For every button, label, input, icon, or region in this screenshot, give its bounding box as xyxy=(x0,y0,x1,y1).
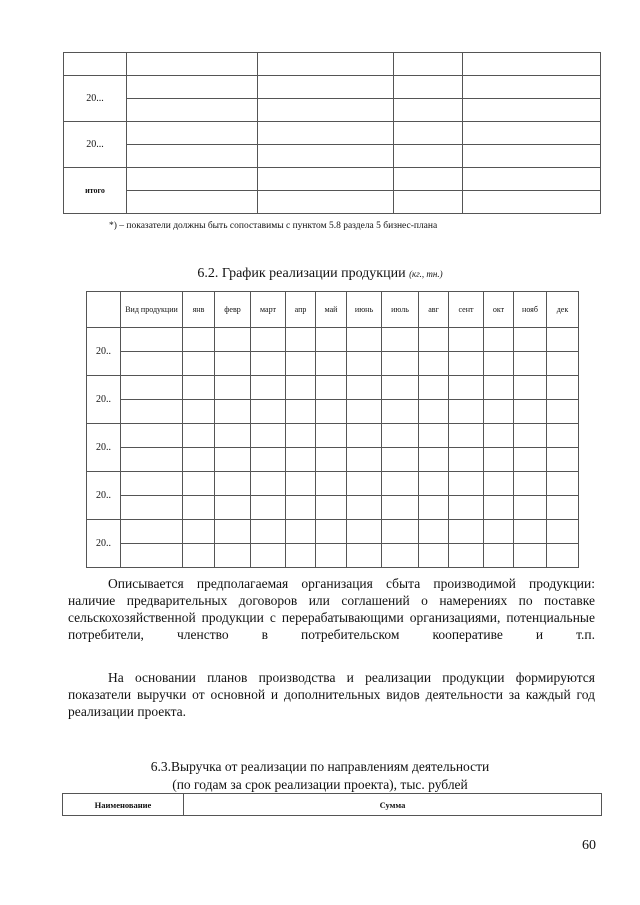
table-cell xyxy=(449,544,484,568)
header-month: янв xyxy=(183,292,215,328)
table-cell xyxy=(484,520,514,544)
table-cell xyxy=(286,352,316,376)
table-cell xyxy=(514,328,547,352)
table-row xyxy=(87,544,579,568)
paragraph-revenue xyxy=(68,669,595,720)
section-6-3-title-line2: (по годам за срок реализации проекта), тыс. рублей xyxy=(172,777,468,792)
table-cell xyxy=(449,496,484,520)
table-cell xyxy=(183,352,215,376)
table-cell xyxy=(514,352,547,376)
table-cell xyxy=(251,352,286,376)
table-cell xyxy=(419,544,449,568)
table-cell xyxy=(382,400,419,424)
table-header-row xyxy=(63,794,602,816)
table-cell xyxy=(484,424,514,448)
table-cell xyxy=(484,400,514,424)
table-cell xyxy=(449,448,484,472)
table-cell xyxy=(449,352,484,376)
table-cell xyxy=(316,328,347,352)
total-label: итого xyxy=(64,168,127,214)
table-cell xyxy=(286,328,316,352)
table-cell xyxy=(286,448,316,472)
header-month: июнь xyxy=(347,292,382,328)
header-product: Вид продукции xyxy=(121,292,183,328)
table-cell xyxy=(419,472,449,496)
table-cell xyxy=(251,472,286,496)
table-row xyxy=(87,328,579,352)
table-cell xyxy=(547,328,579,352)
table-cell xyxy=(215,376,251,400)
table-cell xyxy=(547,400,579,424)
table-cell xyxy=(286,472,316,496)
section-6-2-title-text: 6.2. График реализации продукции xyxy=(197,266,406,281)
year-label: 20... xyxy=(64,76,127,122)
table-row xyxy=(87,376,579,400)
header-month: нояб xyxy=(514,292,547,328)
table-cell xyxy=(347,520,382,544)
table-cell xyxy=(382,328,419,352)
table-cell xyxy=(449,328,484,352)
table-cell xyxy=(514,400,547,424)
table-cell xyxy=(419,448,449,472)
table-row xyxy=(87,448,579,472)
section-6-3-title xyxy=(0,758,640,794)
table-cell xyxy=(514,544,547,568)
table-cell xyxy=(121,496,183,520)
paragraph-sales-organization xyxy=(68,575,595,643)
header-sum: Сумма xyxy=(184,794,602,816)
table-cell xyxy=(347,352,382,376)
table-cell xyxy=(547,496,579,520)
table-cell xyxy=(183,376,215,400)
table-cell xyxy=(316,448,347,472)
table-cell xyxy=(382,448,419,472)
table-cell xyxy=(316,496,347,520)
table-cell xyxy=(484,472,514,496)
section-6-3-title-line1: 6.3.Выручка от реализации по направлениям деятельности xyxy=(150,759,490,774)
table-cell xyxy=(215,472,251,496)
table-cell xyxy=(419,400,449,424)
table-cell xyxy=(251,496,286,520)
table-cell xyxy=(449,520,484,544)
table-cell xyxy=(347,496,382,520)
table-cell xyxy=(215,520,251,544)
table-cell xyxy=(347,448,382,472)
header-month: окт xyxy=(484,292,514,328)
table-row xyxy=(64,191,601,214)
table-cell xyxy=(121,520,183,544)
table-cell xyxy=(286,544,316,568)
table-cell xyxy=(121,376,183,400)
table-cell xyxy=(484,352,514,376)
table-cell xyxy=(419,376,449,400)
table-cell xyxy=(251,376,286,400)
table-cell xyxy=(484,544,514,568)
table-cell xyxy=(347,376,382,400)
table-cell xyxy=(316,352,347,376)
table-cell xyxy=(419,352,449,376)
table-cell xyxy=(484,328,514,352)
table-cell xyxy=(547,472,579,496)
header-month: март xyxy=(251,292,286,328)
table-row xyxy=(87,424,579,448)
table-cell xyxy=(484,496,514,520)
table-cell xyxy=(121,424,183,448)
footnote: *) – показатели должны быть сопоставимы с пунктом 5.8 раздела 5 бизнес-плана xyxy=(109,221,438,231)
table-row xyxy=(64,76,601,99)
table-cell xyxy=(449,376,484,400)
table-cell xyxy=(316,520,347,544)
table-cell xyxy=(183,472,215,496)
table-row xyxy=(64,145,601,168)
table-cell xyxy=(419,424,449,448)
table-cell xyxy=(183,400,215,424)
units-label: (кг., тн.) xyxy=(409,269,443,279)
table-cell xyxy=(419,496,449,520)
table-cell xyxy=(316,376,347,400)
table-cell xyxy=(514,448,547,472)
table-cell xyxy=(514,496,547,520)
table-header-row xyxy=(87,292,579,328)
table-cell xyxy=(316,472,347,496)
table-cell xyxy=(347,472,382,496)
table-cell xyxy=(347,544,382,568)
table-cell xyxy=(121,400,183,424)
section-6-2-title xyxy=(0,266,640,282)
table-cell xyxy=(121,328,183,352)
table-row xyxy=(87,352,579,376)
table-cell xyxy=(286,376,316,400)
table-row xyxy=(87,496,579,520)
table-cell xyxy=(547,424,579,448)
year-label: 20.. xyxy=(87,424,121,472)
table-cell xyxy=(347,328,382,352)
year-label: 20.. xyxy=(87,328,121,376)
table-cell xyxy=(121,544,183,568)
table-cell xyxy=(547,520,579,544)
table-cell xyxy=(316,424,347,448)
paragraph-text: Описывается предполагаемая организация сбыта производимой продукции: наличие предварительных договоров или соглашений о намерениях по поставке сельскохозяйственной продукции с перерабатывающими организациями, потенциальные потребители, членство в потребительском кооперативе и т.п. xyxy=(68,576,595,642)
header-month: апр xyxy=(286,292,316,328)
table-cell xyxy=(251,544,286,568)
header-month: дек xyxy=(547,292,579,328)
table-cell xyxy=(382,424,419,448)
table-cell xyxy=(251,424,286,448)
table-row xyxy=(64,122,601,145)
table-cell xyxy=(484,376,514,400)
table-cell xyxy=(547,352,579,376)
header-month: сент xyxy=(449,292,484,328)
table-cell xyxy=(316,400,347,424)
year-label: 20... xyxy=(64,122,127,168)
table-row xyxy=(64,168,601,191)
table-cell xyxy=(547,376,579,400)
table-cell xyxy=(183,496,215,520)
table-row xyxy=(87,472,579,496)
table-cell xyxy=(514,424,547,448)
year-label: 20.. xyxy=(87,472,121,520)
table-cell xyxy=(251,328,286,352)
table-cell xyxy=(121,448,183,472)
table-cell xyxy=(449,472,484,496)
table-cell xyxy=(514,520,547,544)
table-cell xyxy=(449,400,484,424)
table-cell xyxy=(286,520,316,544)
table-cell xyxy=(183,328,215,352)
table-cell xyxy=(547,448,579,472)
header-month: авг xyxy=(419,292,449,328)
table-cell xyxy=(183,520,215,544)
table-cell xyxy=(419,328,449,352)
page-number: 60 xyxy=(582,838,596,853)
table-cell xyxy=(547,544,579,568)
header-name: Наименование xyxy=(63,794,184,816)
table-cell xyxy=(382,496,419,520)
year-label: 20.. xyxy=(87,376,121,424)
header-month: май xyxy=(316,292,347,328)
paragraph-text: На основании планов производства и реализации продукции формируются показатели выручки от основной и дополнительных видов деятельности за каждый год реализации проекта. xyxy=(68,670,595,719)
table-cell xyxy=(215,328,251,352)
table-cell xyxy=(484,448,514,472)
table-cell xyxy=(382,520,419,544)
table-cell xyxy=(347,400,382,424)
table-cell xyxy=(514,376,547,400)
table-cell xyxy=(215,448,251,472)
table-cell xyxy=(514,472,547,496)
table-cell xyxy=(121,352,183,376)
header-month: июль xyxy=(382,292,419,328)
table-cell xyxy=(382,352,419,376)
table-cell xyxy=(316,544,347,568)
table-cell xyxy=(382,376,419,400)
table-row xyxy=(64,99,601,122)
table-cell xyxy=(183,544,215,568)
table-cell xyxy=(251,448,286,472)
table-cell xyxy=(449,424,484,448)
table-cell xyxy=(121,472,183,496)
table-cell xyxy=(251,400,286,424)
table-cell xyxy=(183,448,215,472)
table-cell xyxy=(183,424,215,448)
table-cell xyxy=(382,472,419,496)
table-cell xyxy=(419,520,449,544)
table-cell xyxy=(215,544,251,568)
table-cell xyxy=(215,352,251,376)
table-row xyxy=(64,53,601,76)
year-label: 20.. xyxy=(87,520,121,568)
revenue-table xyxy=(62,793,602,816)
table-cell xyxy=(382,544,419,568)
table-row xyxy=(87,520,579,544)
table-cell xyxy=(251,520,286,544)
header-blank xyxy=(87,292,121,328)
table-cell xyxy=(286,400,316,424)
header-month: февр xyxy=(215,292,251,328)
table-cell xyxy=(215,424,251,448)
indicators-table xyxy=(63,52,601,214)
table-cell xyxy=(347,424,382,448)
table-cell xyxy=(215,400,251,424)
table-cell xyxy=(286,424,316,448)
sales-schedule-table xyxy=(86,291,579,568)
table-row xyxy=(87,400,579,424)
table-cell xyxy=(286,496,316,520)
table-cell xyxy=(215,496,251,520)
